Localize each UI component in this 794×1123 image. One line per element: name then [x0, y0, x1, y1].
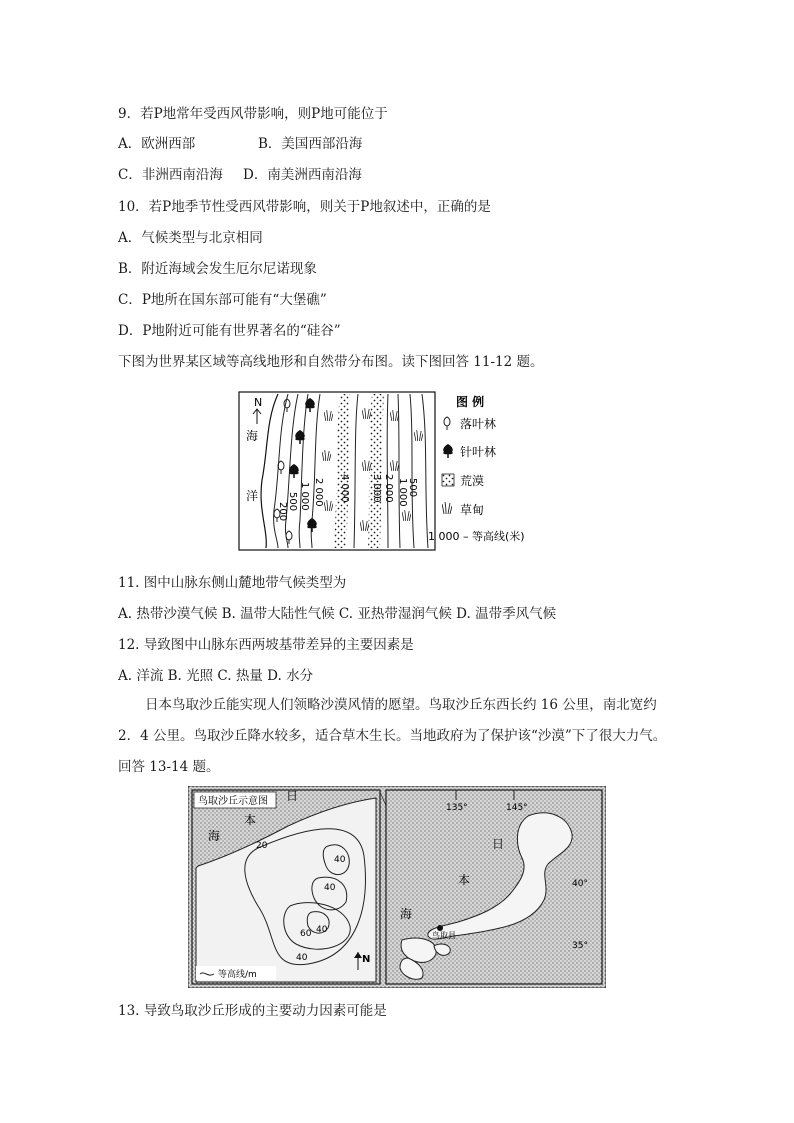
tottori-label: 鸟取县 [432, 931, 456, 940]
lat-40: 40° [572, 879, 588, 889]
intro-11-12: 下图为世界某区域等高线地形和自然带分布图。读下图回答 11-12 题。 [118, 354, 544, 370]
contour-vegetation-map [238, 390, 558, 555]
contour-20: 20 [256, 841, 268, 851]
japan-label: 日 [286, 789, 299, 803]
contour-label: 500 [407, 478, 418, 498]
contour-label: 4 000 [339, 474, 350, 503]
q9-stem: 9．若P地常年受西风带影响，则P地可能位于 [118, 106, 388, 122]
grass-legend-icon [442, 502, 452, 514]
contour-40: 40 [316, 925, 328, 935]
sea-label: 海 [246, 429, 259, 443]
passage-13-14: 日本鸟取沙丘能实现人们领略沙漠风情的愿望。鸟取沙丘东西长约 16 公里，南北宽约 2．4 公里。鸟取沙丘降水较多，适合草木生长。当地政府为了保护该“沙漠”下了很大力气。回答 13-14 题。 [118, 697, 667, 775]
lon-135: 135° [446, 803, 468, 813]
legend-contour: 1 000 – 等高线(米) [428, 530, 525, 543]
q11-stem: 11. 图中山脉东侧山麓地带气候类型为 [118, 575, 347, 591]
sea-label: 海 [400, 907, 413, 921]
q10-stem: 10．若P地季节性受西风带影响，则关于P地叙述中，正确的是 [118, 199, 491, 215]
q13-stem: 13. 导致鸟取沙丘形成的主要动力因素可能是 [118, 1003, 387, 1019]
deciduous-legend-icon [444, 417, 450, 430]
legend-desert: 荒漠 [460, 474, 485, 488]
north-label: N [362, 954, 371, 965]
contour-legend: 等高线/m [218, 970, 257, 980]
q10-option-b: B．附近海域会发生厄尔尼诺现象 [118, 261, 317, 277]
desert-legend-icon [442, 474, 454, 486]
ben-label: 本 [458, 873, 471, 887]
q10-option-c: C．P地所在国东部可能有“大堡礁” [118, 292, 327, 308]
japan-label: 日 [492, 837, 505, 851]
q9-option-a: A．欧洲西部 [118, 136, 196, 152]
contour-label: 1 000 [299, 482, 310, 511]
legend-grass: 草甸 [460, 503, 485, 517]
q9-option-b: B．美国西部沿海 [258, 136, 363, 152]
q9-option-d: D．南美洲西南沿海 [243, 167, 362, 183]
north-label: N [254, 396, 263, 409]
q9-option-c: C．非洲西南沿海 [118, 167, 223, 183]
contour-label: 2 000 [313, 478, 324, 507]
q12-stem: 12. 导致图中山脉东西两坡基带差异的主要因素是 [118, 637, 414, 653]
contour-label: 2 000 [383, 474, 394, 503]
contour-40: 40 [324, 883, 336, 893]
legend-deciduous: 落叶林 [460, 417, 497, 431]
q11-options: A. 热带沙漠气候 B. 温带大陆性气候 C. 亚热带湿润气候 D. 温带季风气候 [118, 606, 557, 622]
q12-options: A. 洋流 B. 光照 C. 热量 D. 水分 [118, 668, 314, 684]
ben-label: 本 [244, 813, 257, 827]
contour-label: 500 [287, 492, 298, 512]
contour-40: 40 [296, 953, 308, 963]
inset-title: 鸟取沙丘示意图 [198, 796, 268, 807]
contour-label: 3 000 [371, 474, 382, 503]
ocean-label: 洋 [246, 489, 259, 503]
contour-label: 1 000 [397, 478, 408, 507]
q10-option-a: A．气候类型与北京相同 [118, 230, 263, 246]
contour-60: 60 [300, 929, 312, 939]
contour-label: 200 [277, 502, 288, 522]
legend-coniferous: 针叶林 [460, 445, 497, 459]
tottori-dune-map [188, 786, 606, 988]
lon-145: 145° [506, 803, 528, 813]
contour-40: 40 [334, 855, 346, 865]
conifer-legend-icon [443, 444, 453, 458]
lat-35: 35° [572, 941, 588, 951]
legend-title: 图 例 [456, 395, 485, 409]
q10-option-d: D．P地附近可能有世界著名的“硅谷” [118, 323, 341, 339]
sea-label: 海 [208, 829, 221, 843]
